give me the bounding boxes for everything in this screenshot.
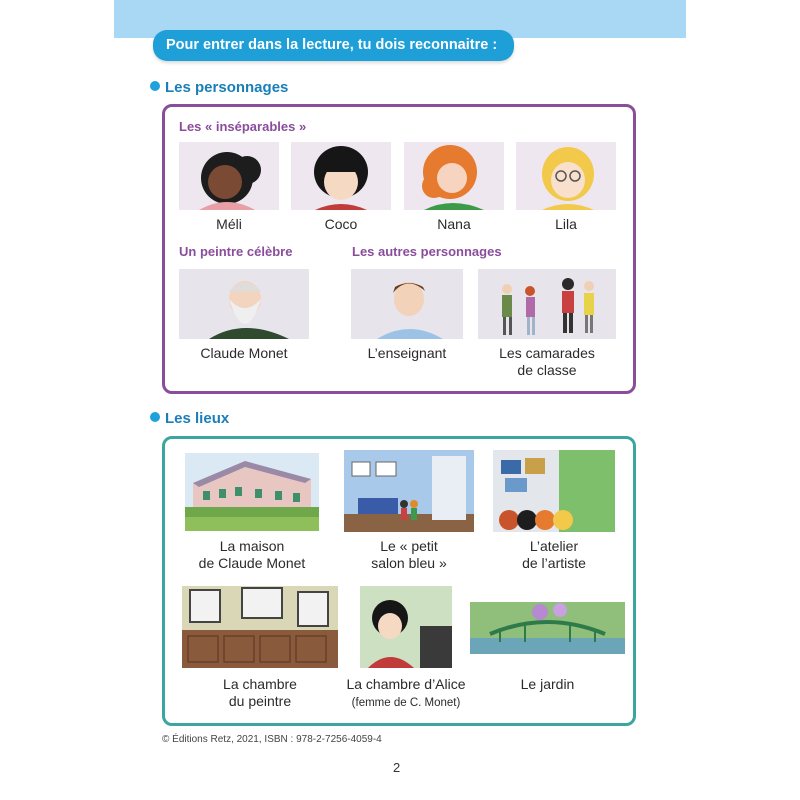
caption-place-2-line2: salon bleu »: [371, 555, 447, 571]
bullet-icon: [150, 412, 160, 422]
caption-classmates-line2: de classe: [517, 362, 577, 378]
caption-place-2: [339, 538, 479, 572]
caption-place-5-line2: (femme de C. Monet): [351, 697, 461, 709]
artist-studio-illustration: [493, 450, 615, 532]
caption-lila: Lila: [555, 216, 577, 232]
section-title-characters: [150, 79, 288, 96]
section-title-places-text: Les lieux: [165, 410, 230, 427]
caption-teacher: L’enseignant: [367, 345, 447, 361]
caption-place-3-line1: L’atelier: [529, 538, 579, 554]
caption-place-2-line1: Le « petit: [380, 538, 438, 554]
caption-classmates-line1: Les camarades: [499, 345, 595, 361]
caption-nana: Nana: [437, 216, 471, 232]
caption-place-1-line2: de Claude Monet: [198, 555, 306, 571]
subhead-inseparables: Les « inséparables »: [179, 119, 307, 134]
blue-salon-illustration: [344, 450, 474, 532]
intro-banner: Pour entrer dans la lecture, tu dois reconnaitre :: [153, 30, 514, 61]
caption-place-4-line2: du peintre: [228, 693, 292, 709]
caption-place-6: Le jardin: [520, 676, 575, 692]
caption-monet: Claude Monet: [200, 345, 288, 361]
painter-bedroom-illustration: [182, 586, 338, 668]
caption-classmates: [478, 345, 616, 379]
caption-place-1: [180, 538, 324, 572]
caption-place-5: [338, 676, 474, 712]
caption-place-1-line1: La maison: [219, 538, 285, 554]
section-title-characters-text: Les personnages: [165, 79, 289, 96]
caption-place-3-line2: de l’artiste: [522, 555, 586, 571]
teacher-illustration: [351, 269, 463, 339]
lila-illustration: [516, 142, 616, 210]
garden-illustration: [470, 602, 625, 654]
page-number: 2: [393, 760, 401, 775]
nana-illustration: [404, 142, 504, 210]
caption-place-5-line1: La chambre d’Alice: [346, 676, 466, 692]
section-title-places: [150, 410, 229, 427]
subhead-others: Les autres personnages: [352, 244, 502, 259]
copyright-notice: © Éditions Retz, 2021, ISBN : 978-2-7256-4059-4: [162, 734, 382, 745]
monet-house-illustration: [185, 453, 319, 531]
monet-illustration: [179, 269, 309, 339]
caption-coco: Coco: [324, 216, 358, 232]
caption-place-4-line1: La chambre: [223, 676, 297, 692]
coco-illustration: [291, 142, 391, 210]
classmates-illustration: [478, 269, 616, 339]
alice-bedroom-illustration: [360, 586, 452, 668]
subhead-painter: Un peintre célèbre: [179, 244, 293, 259]
bullet-icon: [150, 81, 160, 91]
caption-meli: Méli: [216, 216, 242, 232]
caption-place-4: [182, 676, 338, 710]
caption-place-3: [488, 538, 620, 572]
meli-illustration: [179, 142, 279, 210]
